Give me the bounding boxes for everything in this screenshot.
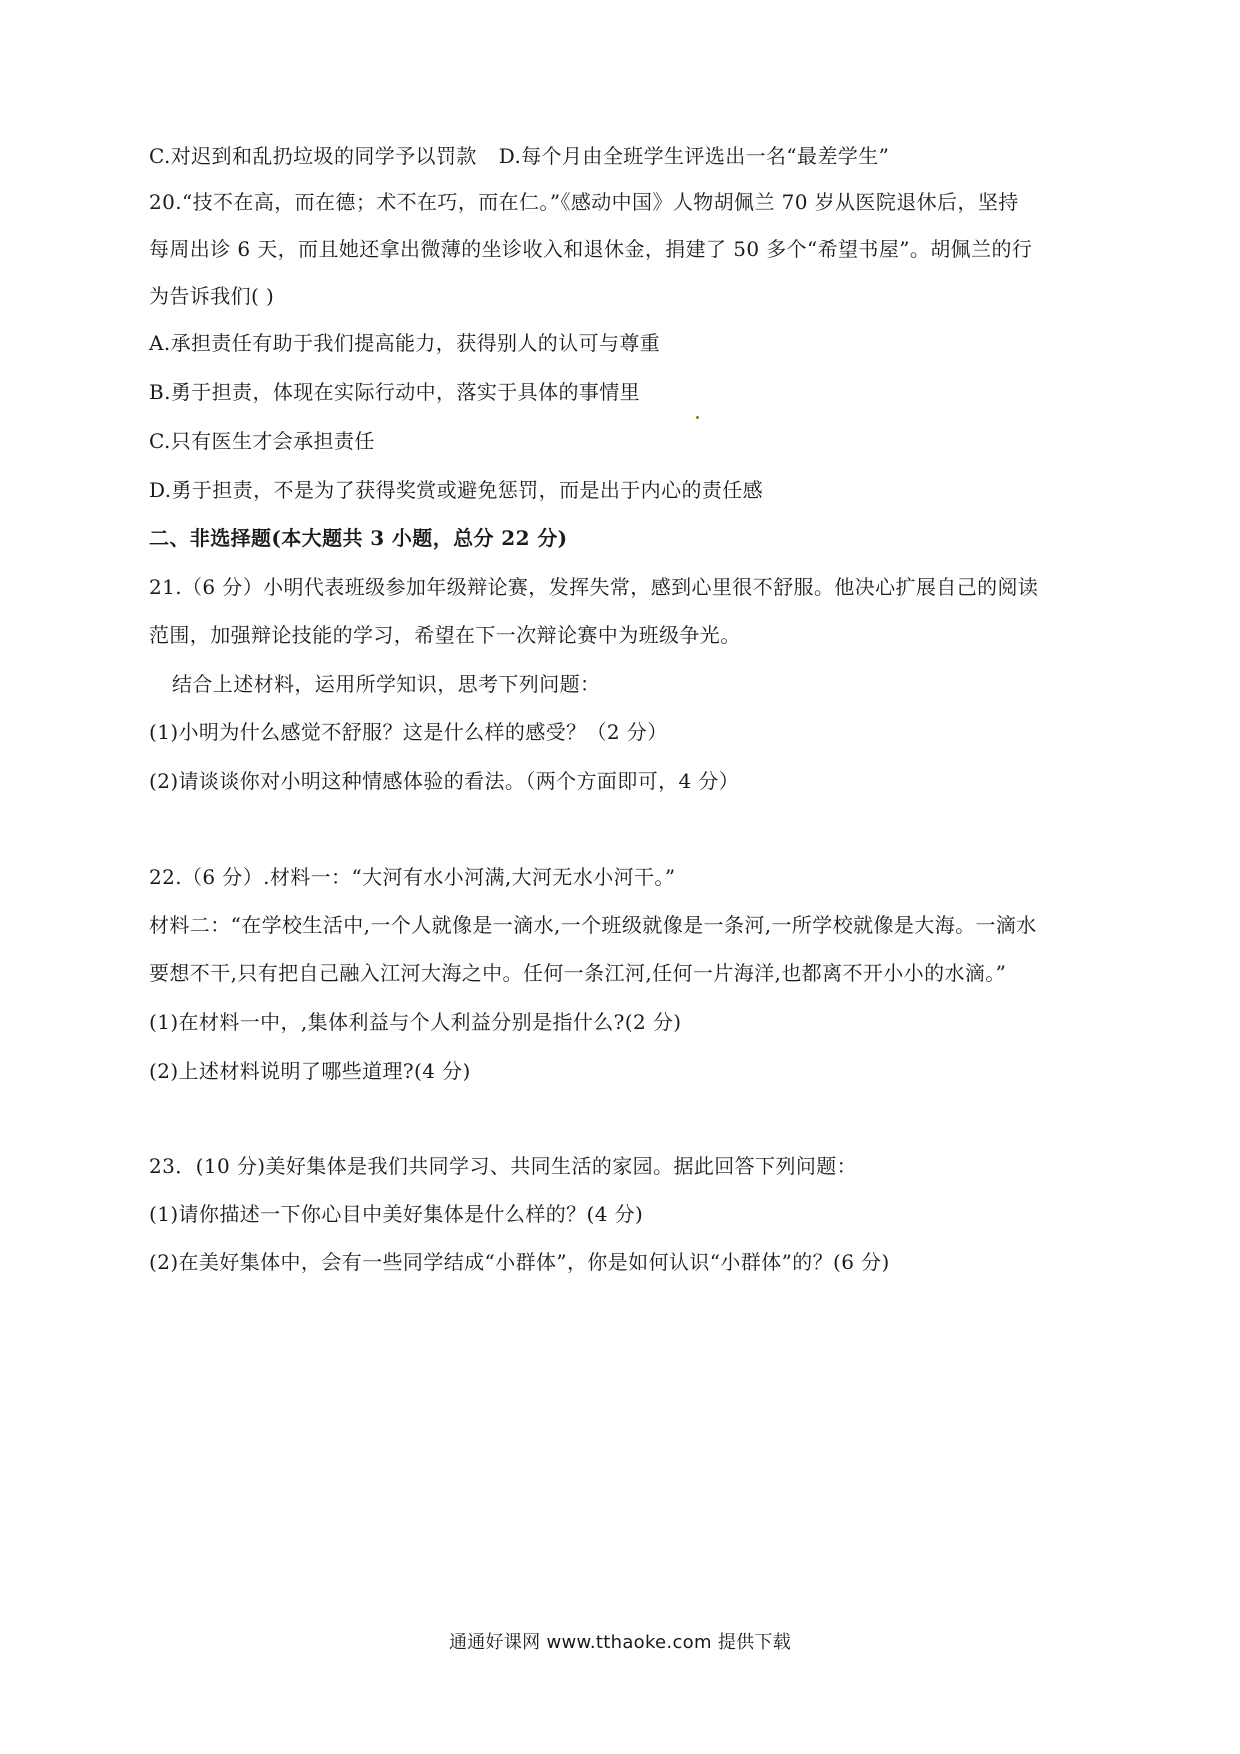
q20-stem-line-2: 每周出诊 6 天，而且她还拿出微薄的坐诊收入和退休金，捐建了 50 多个“希望书屋”。胡佩兰的行: [149, 237, 1033, 261]
q20-option-c: C.只有医生才会承担责任: [149, 429, 375, 453]
q20-stem-line-3: 为告诉我们( ): [149, 284, 275, 308]
q20-option-d: D.勇于担责，不是为了获得奖赏或避免惩罚，而是出于内心的责任感: [149, 478, 764, 502]
q22-material-1: 22.（6 分）.材料一：“大河有水小河满,大河无水小河干。”: [149, 865, 676, 889]
q21-stem-line-1: 21.（6 分）小明代表班级参加年级辩论赛，发挥失常，感到心里很不舒服。他决心扩展自己的阅读: [149, 575, 1039, 599]
q21-stem-line-2: 范围，加强辩论技能的学习，希望在下一次辩论赛中为班级争光。: [149, 623, 741, 647]
q19-option-c: C.对迟到和乱扔垃圾的同学予以罚款: [149, 144, 477, 168]
q22-subquestion-1: (1)在材料一中，,集体利益与个人利益分别是指什么?(2 分): [149, 1010, 682, 1034]
q22-subquestion-2: (2)上述材料说明了哪些道理?(4 分): [149, 1059, 471, 1083]
q23-subquestion-1: (1)请你描述一下你心目中美好集体是什么样的？(4 分): [149, 1202, 644, 1226]
q22-material-2-line-2: 要想不干,只有把自己融入江河大海之中。任何一条江河,任何一片海洋,也都离不开小小的水滴。”: [149, 961, 1007, 985]
q21-instruction: 结合上述材料，运用所学知识，思考下列问题：: [172, 672, 601, 696]
q23-subquestion-2: (2)在美好集体中，会有一些同学结成“小群体”，你是如何认识“小群体”的？(6 分): [149, 1250, 890, 1274]
q23-stem: 23．(10 分)美好集体是我们共同学习、共同生活的家园。据此回答下列问题：: [149, 1154, 858, 1178]
page-footer: 通通好课网 www.tthaoke.com 提供下载: [448, 1632, 792, 1653]
q20-option-a: A.承担责任有助于我们提高能力，获得别人的认可与尊重: [149, 331, 661, 355]
section-heading-nonchoice: 二、非选择题(本大题共 3 小题，总分 22 分): [149, 526, 568, 550]
q21-subquestion-1: (1)小明为什么感觉不舒服？这是什么样的感受？（2 分）: [149, 720, 668, 744]
q22-material-2-line-1: 材料二：“在学校生活中,一个人就像是一滴水,一个班级就像是一条河,一所学校就像是大海。一滴水: [149, 913, 1037, 937]
q20-stem-line-1: 20.“技不在高，而在德；术不在巧，而在仁。”《感动中国》人物胡佩兰 70 岁从医院退休后，坚持: [149, 190, 1019, 214]
q19-options-cd: [149, 142, 889, 170]
q20-option-b: B.勇于担责，体现在实际行动中，落实于具体的事情里: [149, 380, 641, 404]
q19-option-d: D.每个月由全班学生评选出一名“最差学生”: [498, 144, 890, 168]
q21-subquestion-2: (2)请谈谈你对小明这种情感体验的看法。（两个方面即可，4 分）: [149, 769, 740, 793]
scan-dot-mark: [696, 416, 699, 419]
